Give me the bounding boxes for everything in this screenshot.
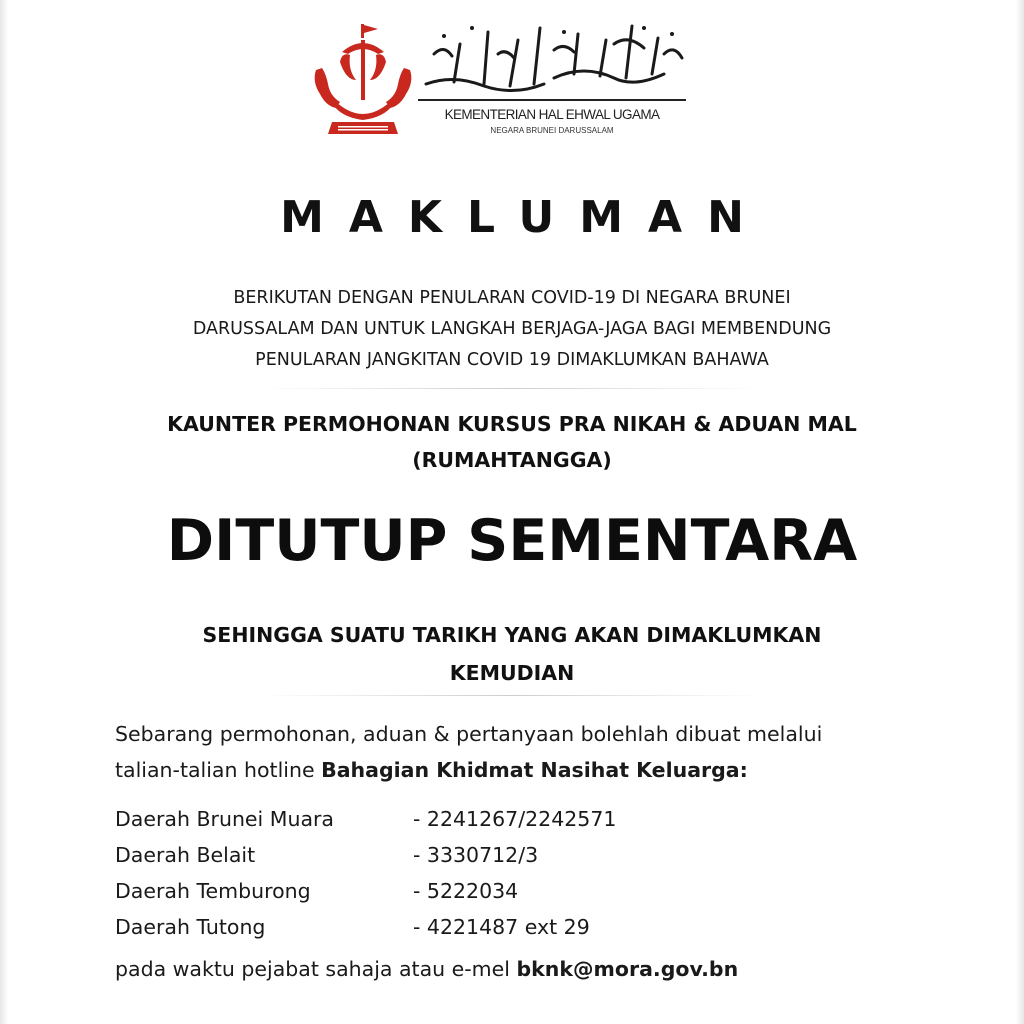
- district-name: Daerah Tutong: [115, 915, 266, 939]
- contact-intro: [115, 716, 915, 788]
- jawi-calligraphy-logo: [414, 14, 690, 100]
- district-name: Daerah Belait: [115, 843, 256, 867]
- header-rule: [418, 99, 686, 101]
- until-line-1: SEHINGGA SUATU TARIKH YANG AKAN DIMAKLUMKAN: [202, 623, 822, 647]
- contact-intro-line-1: Sebarang permohonan, aduan & pertanyaan bolehlah dibuat melalui: [115, 722, 823, 746]
- contact-intro-line-2: [115, 752, 915, 788]
- district-name: Daerah Brunei Muara: [115, 807, 334, 831]
- intro-line-1: BERIKUTAN DENGAN PENULARAN COVID-19 DI NEGARA BRUNEI: [233, 288, 791, 308]
- list-item: [115, 909, 815, 945]
- district-phone: - 2241267/2242571: [413, 807, 617, 831]
- counter-line-1: KAUNTER PERMOHONAN KURSUS PRA NIKAH & ADUAN MAL: [167, 412, 857, 436]
- intro-paragraph: [0, 283, 1024, 376]
- closure-status: DITUTUP SEMENTARA: [166, 508, 858, 574]
- contact-intro-line-2-prefix: talian-talian hotline: [115, 758, 322, 782]
- intro-line-2: DARUSSALAM DAN UNTUK LANGKAH BERJAGA-JAGA BAGI MEMBENDUNG: [192, 319, 832, 339]
- list-item: [115, 837, 815, 873]
- district-phone: - 5222034: [413, 879, 519, 903]
- until-line-2: KEMUDIAN: [449, 661, 575, 685]
- email-address[interactable]: bknk@mora.gov.bn: [516, 957, 739, 981]
- footer-contact: [115, 957, 935, 981]
- ministry-country: NEGARA BRUNEI DARUSSALAM: [490, 126, 614, 135]
- list-item: [115, 873, 815, 909]
- brunei-crest-logo: [312, 22, 414, 138]
- divider-1: [260, 388, 760, 389]
- intro-line-3: PENULARAN JANGKITAN COVID 19 DIMAKLUMKAN BAHAWA: [255, 350, 769, 370]
- footer-prefix: pada waktu pejabat sahaja atau e-mel: [115, 957, 517, 981]
- district-hotline-list: [115, 801, 815, 945]
- district-name: Daerah Temburong: [115, 879, 311, 903]
- until-notice: [0, 616, 1024, 692]
- divider-2: [260, 695, 760, 696]
- notice-title: MAKLUMAN: [280, 192, 769, 243]
- crest-shape: [315, 24, 412, 134]
- ministry-name: KEMENTERIAN HAL EHWAL UGAMA: [444, 107, 660, 122]
- district-phone: - 3330712/3: [413, 843, 539, 867]
- counter-line-2: (RUMAHTANGGA): [412, 448, 612, 472]
- district-phone: - 4221487 ext 29: [413, 915, 590, 939]
- list-item: [115, 801, 815, 837]
- counter-heading: [0, 406, 1024, 478]
- department-name: Bahagian Khidmat Nasihat Keluarga:: [321, 758, 748, 782]
